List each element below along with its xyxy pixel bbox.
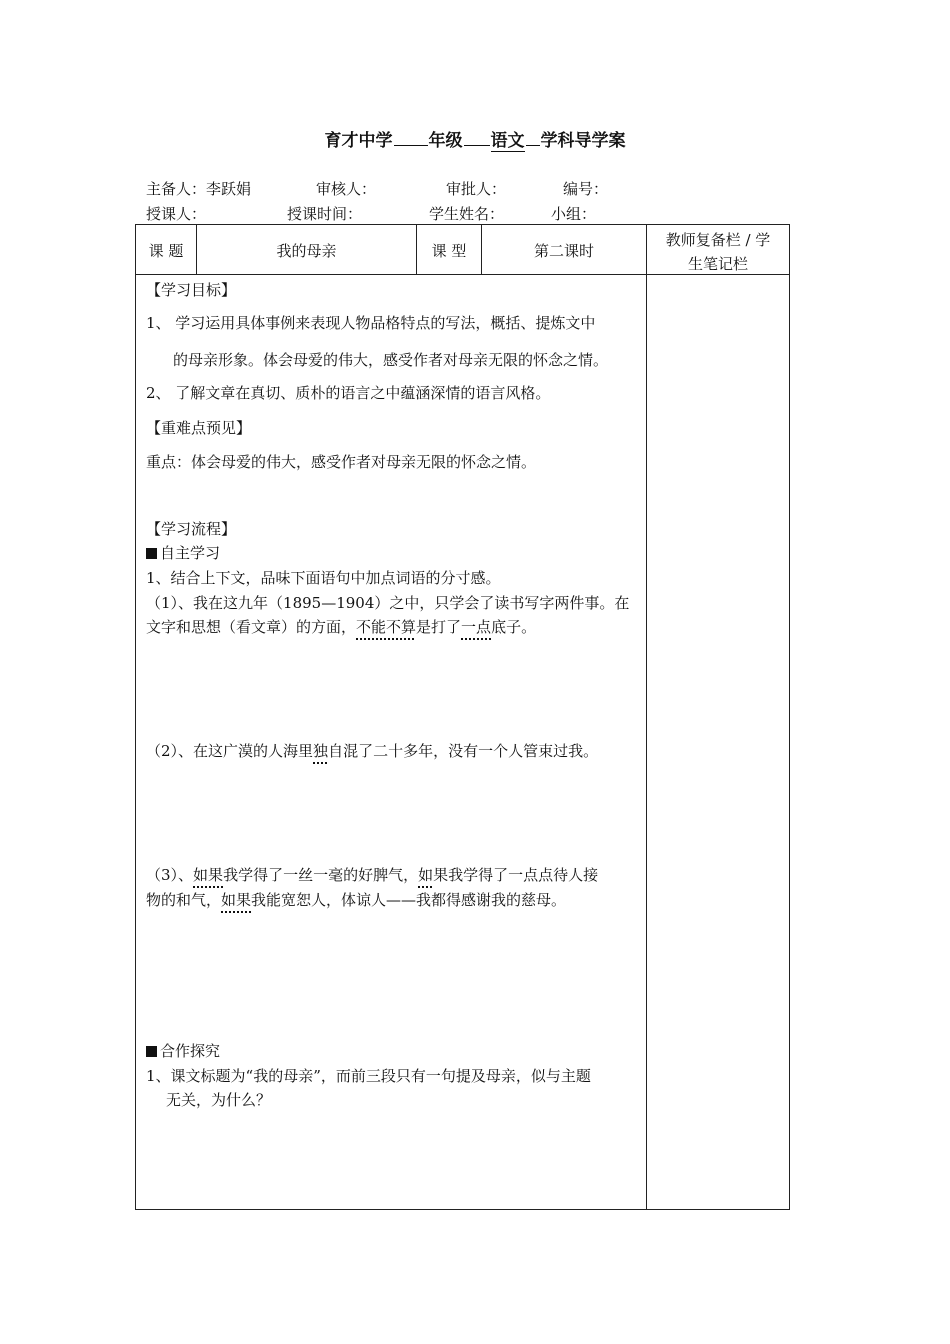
emphasis-text: 如果 [221, 891, 252, 909]
subject-blank-after [526, 131, 540, 146]
notes-column-divider [646, 224, 647, 1210]
black-square-icon [146, 548, 157, 559]
emphasis-text: 如果 [193, 866, 224, 884]
meta-student: 学生姓名： [429, 205, 505, 223]
grade-blank [394, 131, 428, 146]
cooperative-question-1-line-1: 1、课文标题为“我的母亲”，而前三段只有一句提及母亲，似与主题 [146, 1067, 591, 1085]
cooperative-heading [146, 1040, 220, 1061]
meta-approver: 审批人： [446, 180, 507, 198]
page-title [0, 126, 950, 151]
lesson-table [135, 224, 790, 1210]
key-points-heading: 【重难点预见】 [146, 419, 252, 437]
goals-heading: 【学习目标】 [146, 281, 237, 299]
meta-teacher: 授课人： [146, 205, 207, 223]
process-heading: 【学习流程】 [146, 520, 237, 538]
meta-time: 授课时间： [287, 205, 363, 223]
topic-label: 课 题 [148, 242, 184, 260]
task-1: 1、结合上下文，品味下面语句中加点词语的分寸感。 [146, 569, 501, 587]
type-label: 课 型 [431, 242, 467, 260]
text-segment: 果我学得了一点点待人接 [433, 866, 599, 884]
emphasis-text: 不能不算 [356, 618, 417, 636]
self-study-label: 自主学习 [160, 544, 221, 562]
question-3-line-1 [146, 864, 598, 885]
key-points-text: 重点：体会母爱的伟大，感受作者对母亲无限的怀念之情。 [146, 453, 537, 471]
text-segment: 自混了二十多年，没有一个人管束过我。 [328, 742, 599, 760]
topic-value: 我的母亲 [276, 242, 337, 260]
meta-preparer: 主备人：李跃娟 [146, 180, 252, 198]
text-segment: 我学得了一丝一毫的好脾气， [223, 866, 419, 884]
question-2 [146, 740, 598, 761]
question-1-line-2 [146, 616, 536, 637]
grade-label: 年级 [428, 131, 463, 151]
cooperative-question-1-line-2: 无关，为什么？ [166, 1091, 272, 1109]
emphasis-text: 一点 [461, 618, 492, 636]
emphasis-text: 如 [418, 866, 434, 884]
goal-1-line-2: 的母亲形象。体会母爱的伟大，感受作者对母亲无限的怀念之情。 [173, 351, 609, 369]
meta-number: 编号： [563, 180, 609, 198]
meta-reviewer: 审核人： [316, 180, 377, 198]
subject-blank-before [464, 131, 490, 146]
notes-label-line2: 生笔记栏 [687, 255, 748, 273]
black-square-icon [146, 1046, 157, 1057]
notes-label-line1: 教师复备栏 / 学 [665, 231, 771, 249]
school-name: 育才中学 [324, 131, 393, 151]
cooperative-label: 合作探究 [160, 1042, 221, 1060]
header-row-divider [135, 274, 790, 275]
meta-group: 小组： [551, 205, 597, 223]
question-3-line-2 [146, 889, 566, 910]
text-segment: 文字和思想（看文章）的方面， [146, 618, 357, 636]
subject-name: 语文 [490, 131, 525, 151]
emphasis-text: 独 [313, 742, 329, 760]
text-segment: 物的和气， [146, 891, 222, 909]
text-segment: 底子。 [491, 618, 537, 636]
text-segment: （2）、在这广漠的人海里 [146, 742, 314, 760]
goal-1-line-1: 1、 学习运用具体事例来表现人物品格特点的写法，概括、提炼文中 [146, 314, 596, 332]
question-1-line-1: （1）、我在这九年（1895—1904）之中，只学会了读书写字两件事。在 [146, 594, 630, 612]
text-segment: 是打了 [416, 618, 462, 636]
emphasized-words [356, 618, 416, 636]
goal-2: 2、 了解文章在真切、质朴的语言之中蕴涵深情的语言风格。 [146, 384, 551, 402]
title-suffix: 学科导学案 [540, 131, 626, 151]
text-segment: （3）、 [146, 866, 194, 884]
type-value: 第二课时 [533, 242, 594, 260]
self-study-heading [146, 542, 220, 563]
text-segment: 我能宽恕人，体谅人——我都得感谢我的慈母。 [251, 891, 567, 909]
